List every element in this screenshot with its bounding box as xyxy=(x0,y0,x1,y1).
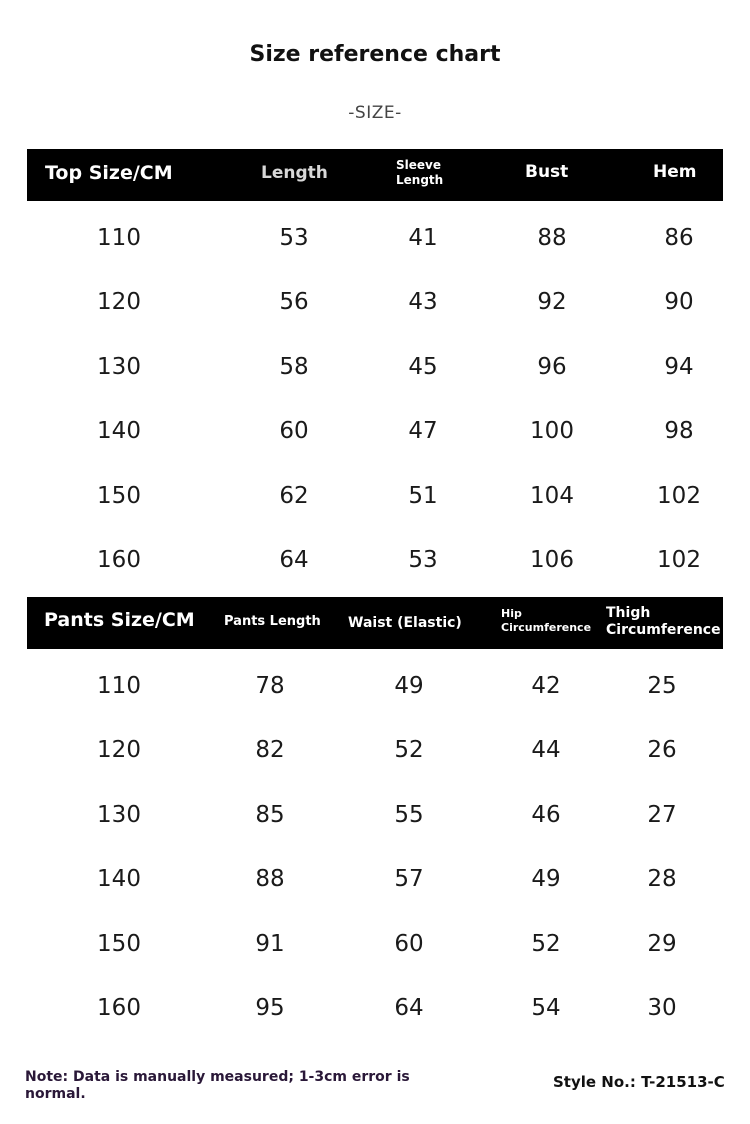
pants-table-cell: 27 xyxy=(647,801,677,828)
top-table-cell: 102 xyxy=(657,482,701,509)
top-table-body xyxy=(0,206,750,592)
top-table-row xyxy=(0,335,750,399)
pants-table-cell: 140 xyxy=(97,866,141,893)
pants-table-cell: 91 xyxy=(255,930,285,957)
pants-table-cell: 54 xyxy=(531,994,561,1021)
top-table-cell: 47 xyxy=(408,418,438,445)
pants-header-waist: Waist (Elastic) xyxy=(348,615,462,631)
top-table-cell: 64 xyxy=(279,546,309,573)
page-subtitle: -SIZE- xyxy=(348,103,402,123)
pants-table-cell: 52 xyxy=(531,930,561,957)
pants-table-cell: 55 xyxy=(394,801,424,828)
top-table-cell: 51 xyxy=(408,482,438,509)
pants-table-cell: 64 xyxy=(394,994,424,1021)
pants-header-thigh: Thigh Circumference xyxy=(606,605,721,638)
top-table-cell: 140 xyxy=(97,418,141,445)
top-table-cell: 88 xyxy=(537,225,567,251)
pants-table-body xyxy=(0,654,750,1040)
pants-table-cell: 30 xyxy=(647,994,677,1021)
pants-table-header xyxy=(27,597,723,649)
pants-header-length: Pants Length xyxy=(224,614,321,629)
top-table-cell: 41 xyxy=(408,225,438,251)
top-table-row xyxy=(0,206,750,270)
top-table-cell: 100 xyxy=(530,418,574,445)
pants-table-row xyxy=(0,847,750,911)
pants-table-cell: 25 xyxy=(647,673,677,699)
page-title: Size reference chart xyxy=(249,42,501,67)
pants-header-size: Pants Size/CM xyxy=(44,609,195,631)
pants-table-cell: 26 xyxy=(647,737,677,764)
pants-table-row xyxy=(0,654,750,718)
top-table-cell: 92 xyxy=(537,289,567,316)
top-table-cell: 60 xyxy=(279,418,309,445)
top-table-cell: 102 xyxy=(657,546,701,573)
top-table-cell: 96 xyxy=(537,353,567,380)
pants-table-cell: 110 xyxy=(97,673,141,699)
top-table-cell: 98 xyxy=(664,418,694,445)
pants-table-cell: 88 xyxy=(255,866,285,893)
top-table-cell: 56 xyxy=(279,289,309,316)
top-table-cell: 53 xyxy=(408,546,438,573)
top-table-cell: 120 xyxy=(97,289,141,316)
measurement-note: Note: Data is manually measured; 1-3cm error is normal. xyxy=(25,1069,410,1102)
pants-table-cell: 44 xyxy=(531,737,561,764)
top-table-cell: 104 xyxy=(530,482,574,509)
pants-table-cell: 57 xyxy=(394,866,424,893)
top-table-cell: 106 xyxy=(530,546,574,573)
top-table-row xyxy=(0,528,750,592)
pants-table-cell: 160 xyxy=(97,994,141,1021)
top-table-cell: 53 xyxy=(279,225,309,251)
top-header-sleeve-length: Sleeve Length xyxy=(396,158,444,187)
pants-table-cell: 150 xyxy=(97,930,141,957)
top-table-cell: 58 xyxy=(279,353,309,380)
top-table-cell: 90 xyxy=(664,289,694,316)
pants-table-cell: 42 xyxy=(531,673,561,699)
top-table-cell: 86 xyxy=(664,225,694,251)
top-table-cell: 45 xyxy=(408,353,438,380)
top-table-row xyxy=(0,464,750,528)
pants-table-cell: 28 xyxy=(647,866,677,893)
pants-table-cell: 46 xyxy=(531,801,561,828)
top-table-cell: 160 xyxy=(97,546,141,573)
top-header-hem: Hem xyxy=(653,162,697,182)
pants-table-cell: 49 xyxy=(531,866,561,893)
top-table-cell: 43 xyxy=(408,289,438,316)
pants-table-row xyxy=(0,783,750,847)
pants-table-cell: 49 xyxy=(394,673,424,699)
top-header-length: Length xyxy=(261,163,328,183)
top-header-size: Top Size/CM xyxy=(45,162,173,184)
top-table-header xyxy=(27,149,723,201)
pants-table-cell: 130 xyxy=(97,801,141,828)
top-table-row xyxy=(0,270,750,334)
pants-table-row xyxy=(0,718,750,782)
pants-table-row xyxy=(0,976,750,1040)
pants-table-row xyxy=(0,912,750,976)
pants-table-cell: 82 xyxy=(255,737,285,764)
pants-table-cell: 95 xyxy=(255,994,285,1021)
pants-table-cell: 120 xyxy=(97,737,141,764)
top-table-row xyxy=(0,399,750,463)
style-number: Style No.: T-21513-C xyxy=(553,1073,725,1091)
top-table-cell: 130 xyxy=(97,353,141,380)
top-table-cell: 110 xyxy=(97,225,141,251)
pants-table-cell: 60 xyxy=(394,930,424,957)
pants-table-cell: 78 xyxy=(255,673,285,699)
pants-table-cell: 29 xyxy=(647,930,677,957)
pants-table-cell: 52 xyxy=(394,737,424,764)
top-table-cell: 62 xyxy=(279,482,309,509)
top-header-bust: Bust xyxy=(525,162,569,182)
top-table-cell: 150 xyxy=(97,482,141,509)
pants-header-hip: Hip Circumference xyxy=(501,607,592,634)
pants-table-cell: 85 xyxy=(255,801,285,828)
top-table-cell: 94 xyxy=(664,353,694,380)
